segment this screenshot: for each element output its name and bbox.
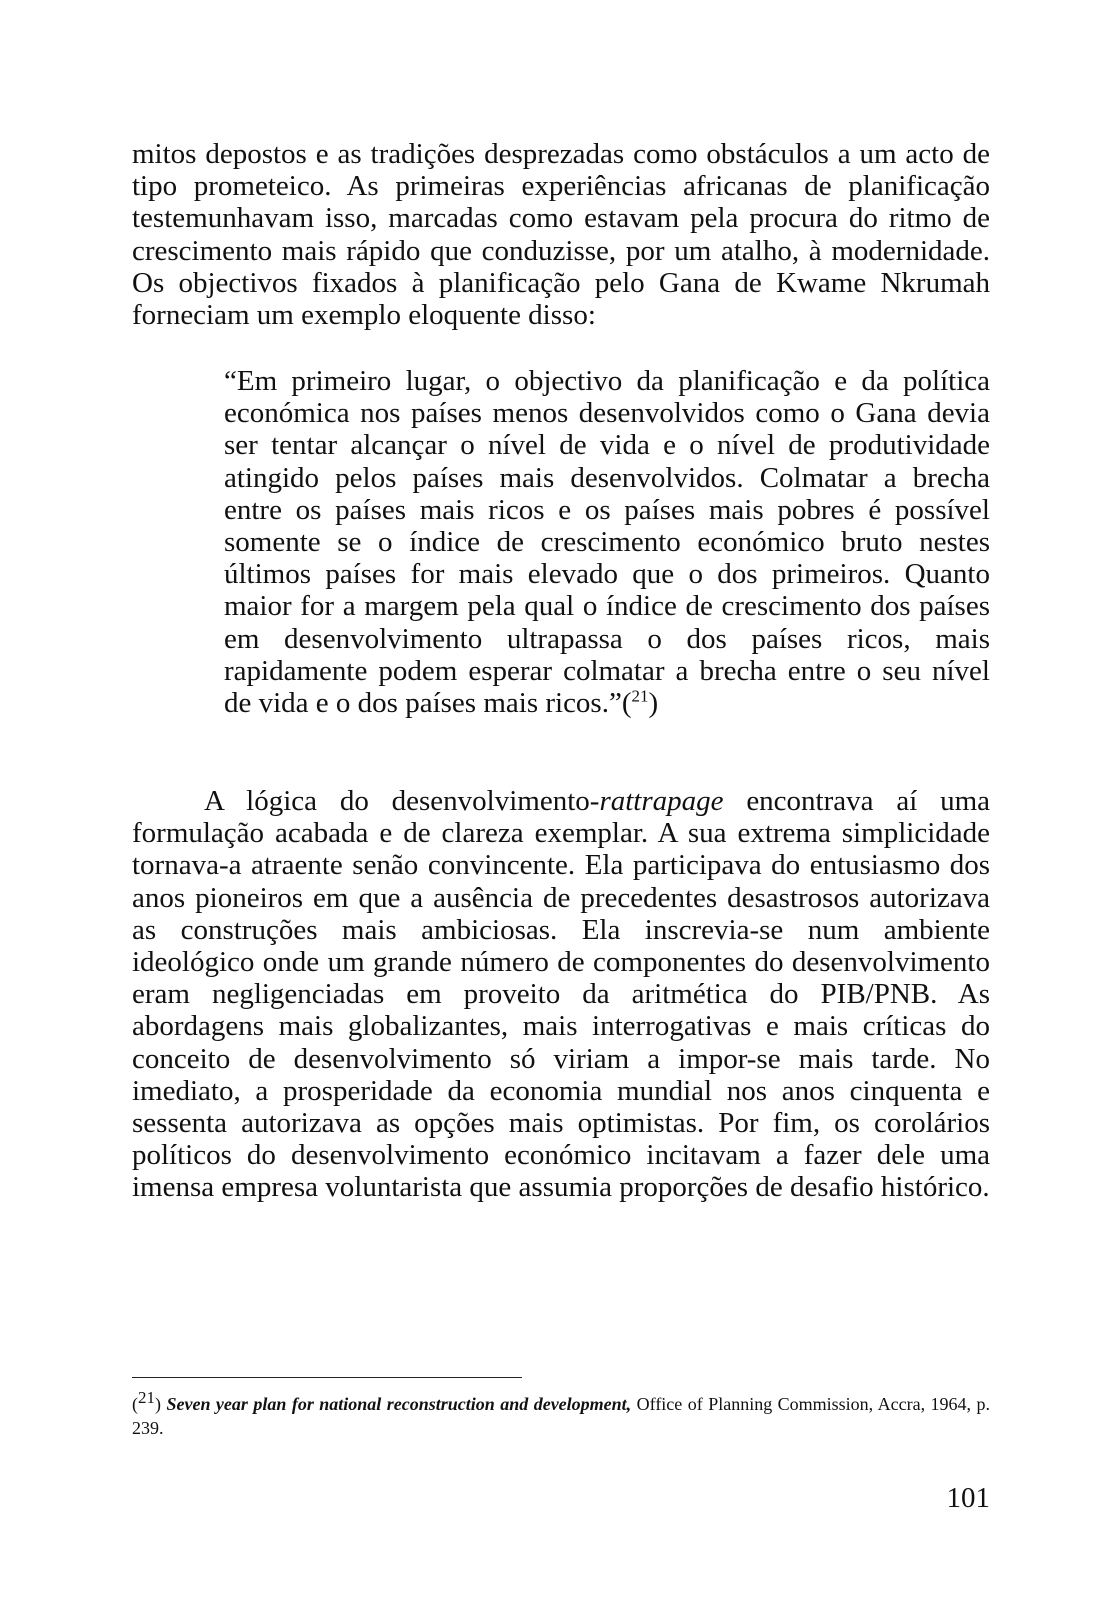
footnote (132, 1388, 991, 1440)
quote-note-ref: 21 (631, 686, 649, 706)
footnote-title: Seven year plan for national reconstruction and development, (166, 1394, 632, 1414)
lead-text: mitos depostos e as tradições desprezadas como obstáculos a um acto de tipo prometeico. As primeiras experiências africanas de planificação testemunhavam isso, marcadas como estavam pela procura do ritmo de crescimento mais rápido que conduzisse, por um atalho, à modernidade. Os objectivos fixados à planificação pelo Gana de Kwame Nkrumah forneciam um exemplo eloquente disso: (132, 138, 990, 332)
footnote-close: ) (155, 1394, 161, 1414)
footnote-rest: Office of Planning Commission, Accra, 1964, p. 239. (132, 1394, 991, 1438)
paragraph-italic-term: rattrapage (599, 785, 724, 817)
quote-close: ) (648, 687, 659, 720)
quote-text: “Em primeiro lugar, o objectivo da planificação e da política económica nos países menos desenvolvidos como o Gana devia ser tentar alcançar o nível de vida e o nível de produtividade atingido pelos países mais desenvolvidos. Colmatar a brecha entre os países mais ricos e os países mais pobres é possível somente se o índice de crescimento económico bruto nestes últimos países for mais elevado que o dos primeiros. Quanto maior for a margem pela qual o índice de crescimento dos países em desenvolvimento ultrapassa o dos países ricos, mais rapidamente podem esperar colmatar a brecha entre o seu nível de vida e o dos países mais ricos.”( (224, 365, 990, 720)
block-quote (224, 365, 990, 719)
footnote-open: ( (132, 1394, 138, 1414)
page-number: 101 (946, 1482, 990, 1514)
body-paragraph (132, 785, 990, 1204)
footnote-separator (132, 1377, 522, 1378)
footnote-number: 21 (138, 1388, 155, 1407)
paragraph-text-rest: encontrava aí uma formulação acabada e de clareza exemplar. A sua extrema simplicidade tornava-a atraente senão convincente. Ela participava do entusiasmo dos anos pioneiros em que a ausência de precedentes desastrosos autorizava as construções mais ambiciosas. Ela inscrevia-se num ambiente ideológico onde um grande número de componentes do desenvolvimento eram negligenciadas em proveito da aritmética do PIB/PNB. As abordagens mais globalizantes, mais interrogativas e mais críticas do conceito de desenvolvimento só viriam a impor-se mais tarde. No imediato, a prosperidade da economia mundial nos anos cinquenta e sessenta autorizava as opções mais optimistas. Por fim, os corolários políticos do desenvolvimento económico incitavam a fazer dele uma imensa empresa voluntarista que assumia proporções de desafio histórico. (132, 785, 990, 1204)
lead-paragraph (132, 138, 990, 331)
paragraph-text-start: A lógica do desenvolvimento- (204, 785, 600, 817)
